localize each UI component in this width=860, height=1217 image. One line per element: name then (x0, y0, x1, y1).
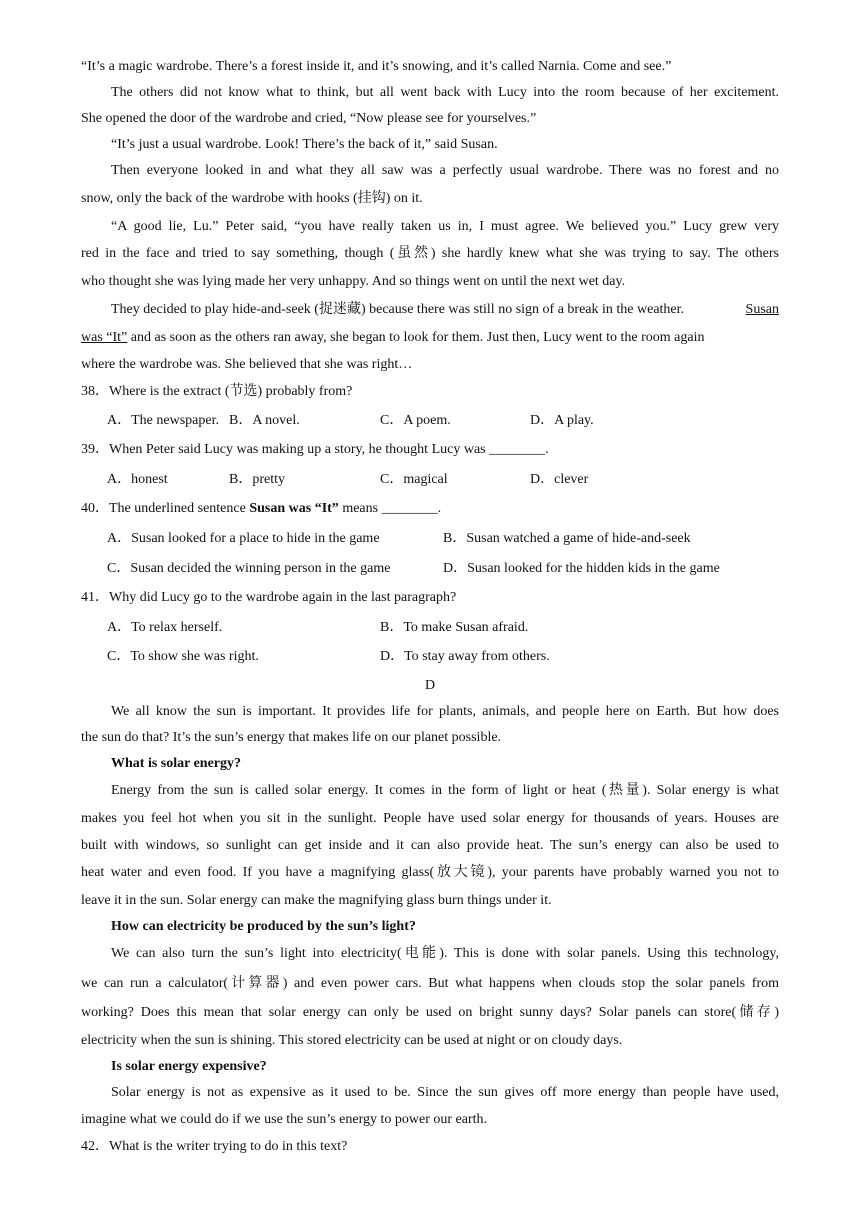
story-line-11 (81, 329, 779, 347)
q41-option-a: A．To relax herself. (107, 620, 223, 635)
d-para3-line2: we can run a calculator(计算器) and even power cars. But what happens when clouds stop the solar panels from (81, 976, 779, 991)
q41-option-c: C．To show she was right. (107, 649, 259, 664)
q38-stem: 38．Where is the extract (节选) probably from? (81, 384, 353, 399)
section-letter: D (424, 678, 436, 693)
q40-stem (81, 500, 779, 518)
q39-option-c: C．magical (380, 472, 448, 487)
story-line-2: The others did not know what to think, but all went back with Lucy into the room because of her excitement. (111, 85, 779, 100)
story-line-7: “A good lie, Lu.” Peter said, “you have really taken us in, I must agree. We believed you.” Lucy grew very (111, 219, 779, 234)
d-para3-line1: We can also turn the sun’s light into electricity(电能). This is done with solar panels. Using this technology, (111, 946, 779, 961)
story-line-6: snow, only the back of the wardrobe with hooks (挂钩) on it. (81, 191, 423, 206)
q39-option-d: D．clever (530, 472, 589, 487)
q41-stem: 41．Why did Lucy go to the wardrobe again in the last paragraph? (81, 590, 457, 605)
d-heading-3: Is solar energy expensive? (111, 1059, 267, 1074)
underlined-was-it: was “It” (81, 330, 128, 345)
q42-stem: 42．What is the writer trying to do in this text? (81, 1139, 348, 1154)
d-para2-line2: makes you feel hot when you sit in the sunlight. People have used solar energy for thousands of years. Houses are (81, 811, 779, 826)
q38-option-c: C．A poem. (380, 413, 451, 428)
story-line-8: red in the face and tried to say something, though (虽然) she hardly knew what she was trying to say. The others (81, 246, 779, 261)
story-line-12: where the wardrobe was. She believed that she was right… (81, 357, 413, 372)
d-para4-line1: Solar energy is not as expensive as it used to be. Since the sun gives off more energy than people have used, (111, 1085, 779, 1100)
q40-option-d: D．Susan looked for the hidden kids in the game (443, 561, 720, 576)
story-line-10 (111, 301, 779, 319)
story-line-4: “It’s just a usual wardrobe. Look! There’s the back of it,” said Susan. (111, 137, 498, 152)
d-para2-line4: heat water and even food. If you have a magnifying glass(放大镜), your parents have probably warned you not to (81, 865, 779, 880)
q38-option-b: B．A novel. (229, 413, 300, 428)
q40-option-a: A．Susan looked for a place to hide in the game (107, 531, 380, 546)
story-line-9: who thought she was lying made her very unhappy. And so things went on until the next wet day. (81, 274, 626, 289)
d-para1-line1: We all know the sun is important. It provides life for plants, animals, and people here on Earth. But how does (111, 704, 779, 719)
d-para4-line2: imagine what we could do if we use the sun’s energy to power our earth. (81, 1112, 488, 1127)
underlined-word-susan: Susan (745, 302, 779, 317)
q39-option-b: B．pretty (229, 472, 285, 487)
story-line-1: “It’s a magic wardrobe. There’s a forest inside it, and it’s snowing, and it’s called Narnia. Come and see.” (81, 59, 672, 74)
story-line-3: She opened the door of the wardrobe and cried, “Now please see for yourselves.” (81, 111, 537, 126)
d-para2-line5: leave it in the sun. Solar energy can make the magnifying glass burn things under it. (81, 893, 552, 908)
q39-stem: 39．When Peter said Lucy was making up a story, he thought Lucy was ________. (81, 442, 549, 457)
q39-option-a: A．honest (107, 472, 168, 487)
d-para2-line3: built with windows, so sunlight can get inside and it can also provide heat. The sun’s energy can also be used to (81, 838, 779, 853)
q38-option-d: D．A play. (530, 413, 594, 428)
story-line-5: Then everyone looked in and what they all saw was a perfectly usual wardrobe. There was no forest and no (111, 163, 779, 178)
q41-option-d: D．To stay away from others. (380, 649, 550, 664)
q41-option-b: B．To make Susan afraid. (380, 620, 529, 635)
q40-stem-post: means ________. (338, 501, 442, 516)
d-heading-2: How can electricity be produced by the sun’s light? (111, 919, 416, 934)
d-heading-1: What is solar energy? (111, 756, 242, 771)
q40-option-c: C．Susan decided the winning person in the game (107, 561, 391, 576)
d-para1-line2: the sun do that? It’s the sun’s energy that makes life on our planet possible. (81, 730, 502, 745)
q40-stem-pre: 40．The underlined sentence (81, 501, 250, 516)
d-para3-line4: electricity when the sun is shining. This stored electricity can be used at night or on cloudy days. (81, 1033, 623, 1048)
story-line-10-text: They decided to play hide-and-seek (捉迷藏) because there was still no sign of a break in the weather. (111, 302, 685, 317)
q40-option-b: B．Susan watched a game of hide-and-seek (443, 531, 691, 546)
q38-option-a: A．The newspaper. (107, 413, 219, 428)
q40-stem-bold: Susan was “It” (249, 501, 339, 516)
d-para3-line3: working? Does this mean that solar energy can only be used on bright sunny days? Solar panels can store(储存) (81, 1005, 779, 1020)
d-para2-line1: Energy from the sun is called solar energy. It comes in the form of light or heat (热量). Solar energy is what (111, 783, 779, 798)
story-line-11-rest: and as soon as the others ran away, she began to look for them. Just then, Lucy went to the room again (127, 330, 705, 345)
